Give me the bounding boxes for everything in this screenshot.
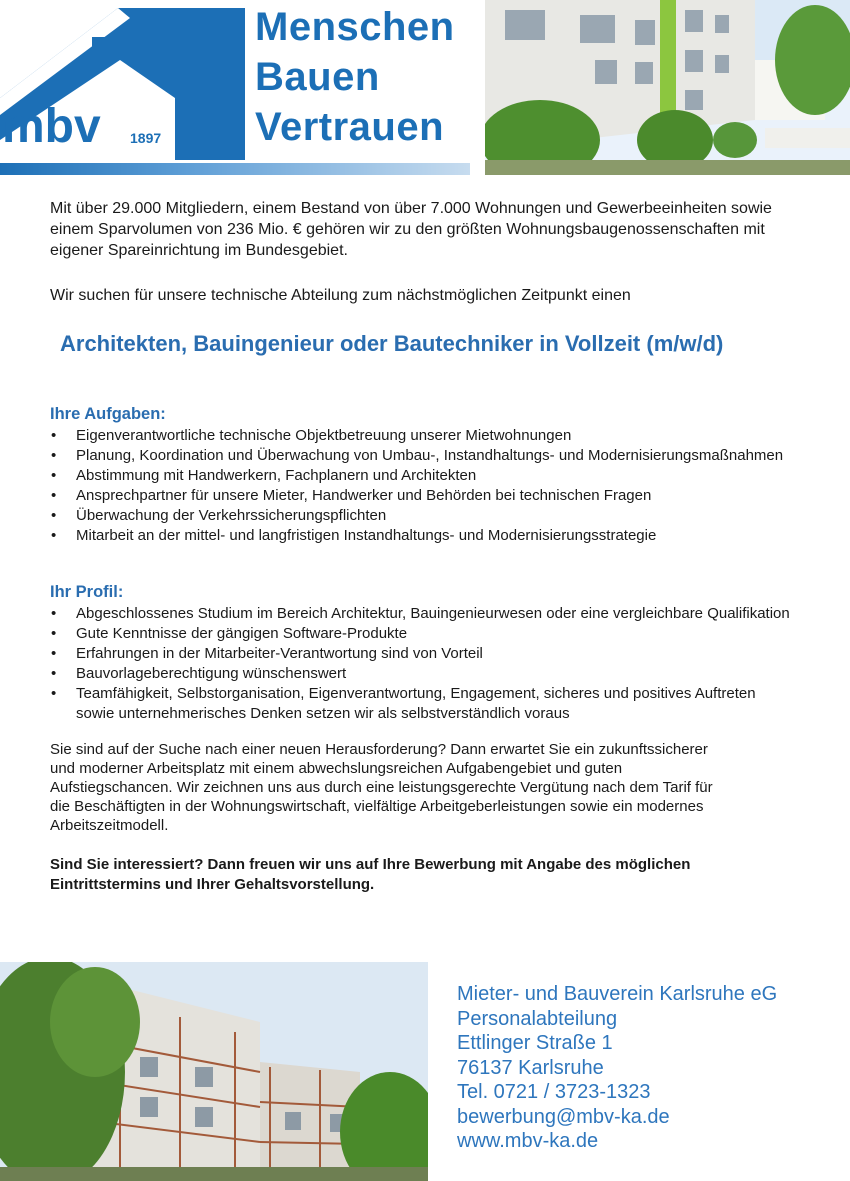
job-title: Architekten, Bauingenieur oder Bautechniker in Vollzeit (m/w/d) (60, 331, 724, 356)
contact-department: Personalabteilung (457, 1007, 618, 1030)
house-logo-icon (0, 0, 250, 160)
tagline (255, 2, 455, 152)
contact-street: Ettlinger Straße 1 (457, 1032, 613, 1054)
tasks-list (50, 426, 790, 546)
contact-block (457, 982, 777, 1154)
list-item: • Teamfähigkeit, Selbstorganisation, Eigenverantwortung, Engagement, sicheres und positives Auftreten sowie unternehmerisches Denken setzen wir als selbstverständlich voraus (50, 684, 790, 724)
contact-city: 76137 Karlsruhe (457, 1056, 604, 1079)
profile-heading: Ihr Profil: (50, 583, 124, 601)
contact-phone[interactable]: Tel. 0721 / 3723-1323 (457, 1081, 651, 1103)
intro-text: Mit über 29.000 Mitgliedern, einem Bestand von über 7.000 Wohnungen und Gewerbeeinheiten sowie einem Sparvolumen von 236 Mio. € gehören wir zu den größten Wohnungsbaugenossenschaften mit eigener Spareinrichtung im Bundesgebiet. (50, 200, 772, 259)
page-header (0, 0, 850, 178)
offer-text: Sie sind auf der Suche nach einer neuen Herausforderung? Dann erwartet Sie ein zukunftssicherer und moderner Arbeitsplatz mit einem abwechslungsreichen Aufgabengebiet und guten Aufstiegschancen. Wir zeichnen uns aus durch eine leistungsgerechte Vergütung nach dem Tarif für die Beschäftigten in der Wohnungswirtschaft, vielfältige Arbeitgeberleistungen sowie ein modernes Arbeitszeitmodell. (50, 741, 713, 834)
header-building-photo (485, 0, 850, 175)
tasks-heading: Ihre Aufgaben: (50, 405, 166, 423)
list-item: • Abgeschlossenes Studium im Bereich Architektur, Bauingenieurwesen oder eine vergleichbare Qualifikation (50, 604, 790, 624)
list-item: • Planung, Koordination und Überwachung von Umbau-, Instandhaltungs- und Modernisierungsmaßnahmen (50, 446, 790, 466)
tagline-line-1: Menschen (255, 5, 455, 49)
header-gradient-bar (0, 163, 470, 175)
logo-text: mbv (2, 100, 101, 153)
list-item: • Gute Kenntnisse der gängigen Software-Produkte (50, 624, 790, 644)
list-item: • Abstimmung mit Handwerkern, Fachplanern und Architekten (50, 466, 790, 486)
footer-construction-photo (0, 962, 428, 1181)
profile-list (50, 604, 790, 724)
contact-email-link[interactable]: bewerbung@mbv-ka.de (457, 1105, 670, 1128)
logo-year: 1897 (130, 130, 162, 146)
contact-company: Mieter- und Bauverein Karlsruhe eG (457, 983, 778, 1005)
contact-website-link[interactable]: www.mbv-ka.de (457, 1130, 599, 1152)
list-item: • Mitarbeit an der mittel- und langfristigen Instandhaltungs- und Modernisierungsstrategie (50, 526, 790, 546)
company-logo (0, 0, 470, 175)
list-item: • Überwachung der Verkehrssicherungspflichten (50, 506, 790, 526)
search-text: Wir suchen für unsere technische Abteilung zum nächstmöglichen Zeitpunkt einen (50, 287, 631, 304)
list-item: • Eigenverantwortliche technische Objektbetreuung unserer Mietwohnungen (50, 426, 790, 446)
main-content (50, 198, 790, 895)
list-item: • Bauvorlageberechtigung wünschenswert (50, 664, 790, 684)
list-item: • Ansprechpartner für unsere Mieter, Handwerker und Behörden bei technischen Fragen (50, 486, 790, 506)
tagline-line-3: Vertrauen (255, 105, 445, 149)
cta-text: Sind Sie interessiert? Dann freuen wir uns auf Ihre Bewerbung mit Angabe des möglichen Eintrittstermins und Ihrer Gehaltsvorstellung. (50, 856, 691, 893)
list-item: • Erfahrungen in der Mitarbeiter-Verantwortung sind von Vorteil (50, 644, 790, 664)
tagline-line-2: Bauen (255, 55, 380, 99)
